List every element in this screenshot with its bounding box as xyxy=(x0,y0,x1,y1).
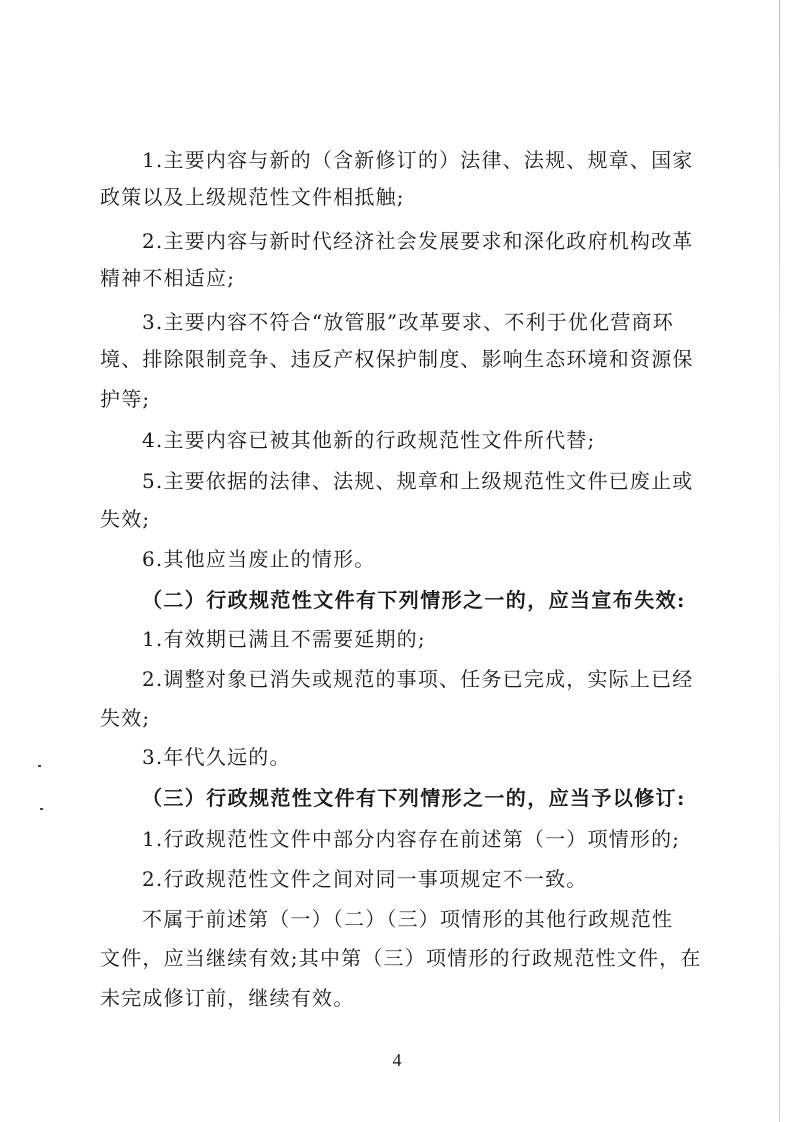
paragraph-line: 2.主要内容与新时代经济社会发展要求和深化政府机构改革 xyxy=(142,229,694,253)
paragraph-line: 6.其他应当废止的情形。 xyxy=(142,547,376,571)
scan-speck xyxy=(40,808,43,810)
paragraph-line: 2.行政规范性文件之间对同一事项规定不一致。 xyxy=(142,867,588,891)
page-number: 4 xyxy=(392,1050,402,1070)
paragraph-line: 不属于前述第（一）（二）（三）项情形的其他行政规范性 xyxy=(142,907,674,931)
paragraph-line: 文件，应当继续有效;其中第（三）项情形的行政规范性文件，在 xyxy=(100,946,702,970)
paragraph-line: 1.主要内容与新的（含新修订的）法律、法规、规章、国家 xyxy=(142,148,694,172)
paragraph-line: 未完成修订前，继续有效。 xyxy=(100,986,355,1010)
paragraph-line: 政策以及上级规范性文件相抵触; xyxy=(100,185,405,209)
paragraph-line: 1.有效期已满且不需要延期的; xyxy=(142,627,426,651)
paragraph-line: 失效; xyxy=(100,507,151,531)
section-heading: （三）行政规范性文件有下列情形之一的，应当予以修订: xyxy=(142,786,686,810)
paragraph-line: 境、排除限制竞争、违反产权保护制度、影响生态环境和资源保 xyxy=(100,347,694,371)
scan-edge-line xyxy=(779,0,780,1122)
section-heading: （二）行政规范性文件有下列情形之一的，应当宣布失效: xyxy=(142,588,686,612)
paragraph-line: 1.行政规范性文件中部分内容存在前述第（一）项情形的; xyxy=(142,827,681,851)
paragraph-line: 3.年代久远的。 xyxy=(142,745,291,769)
scan-speck xyxy=(38,765,41,767)
paragraph-line: 精神不相适应; xyxy=(100,266,236,290)
paragraph-line: 5.主要依据的法律、法规、规章和上级规范性文件已废止或 xyxy=(142,469,694,493)
paragraph-line: 4.主要内容已被其他新的行政规范性文件所代替; xyxy=(142,428,596,452)
paragraph-line: 护等; xyxy=(100,387,151,411)
paragraph-line: 失效; xyxy=(100,706,151,730)
paragraph-line: 3.主要内容不符合“放管服”改革要求、不利于优化营商环 xyxy=(142,310,674,334)
paragraph-line: 2.调整对象已消失或规范的事项、任务已完成，实际上已经 xyxy=(142,667,694,691)
